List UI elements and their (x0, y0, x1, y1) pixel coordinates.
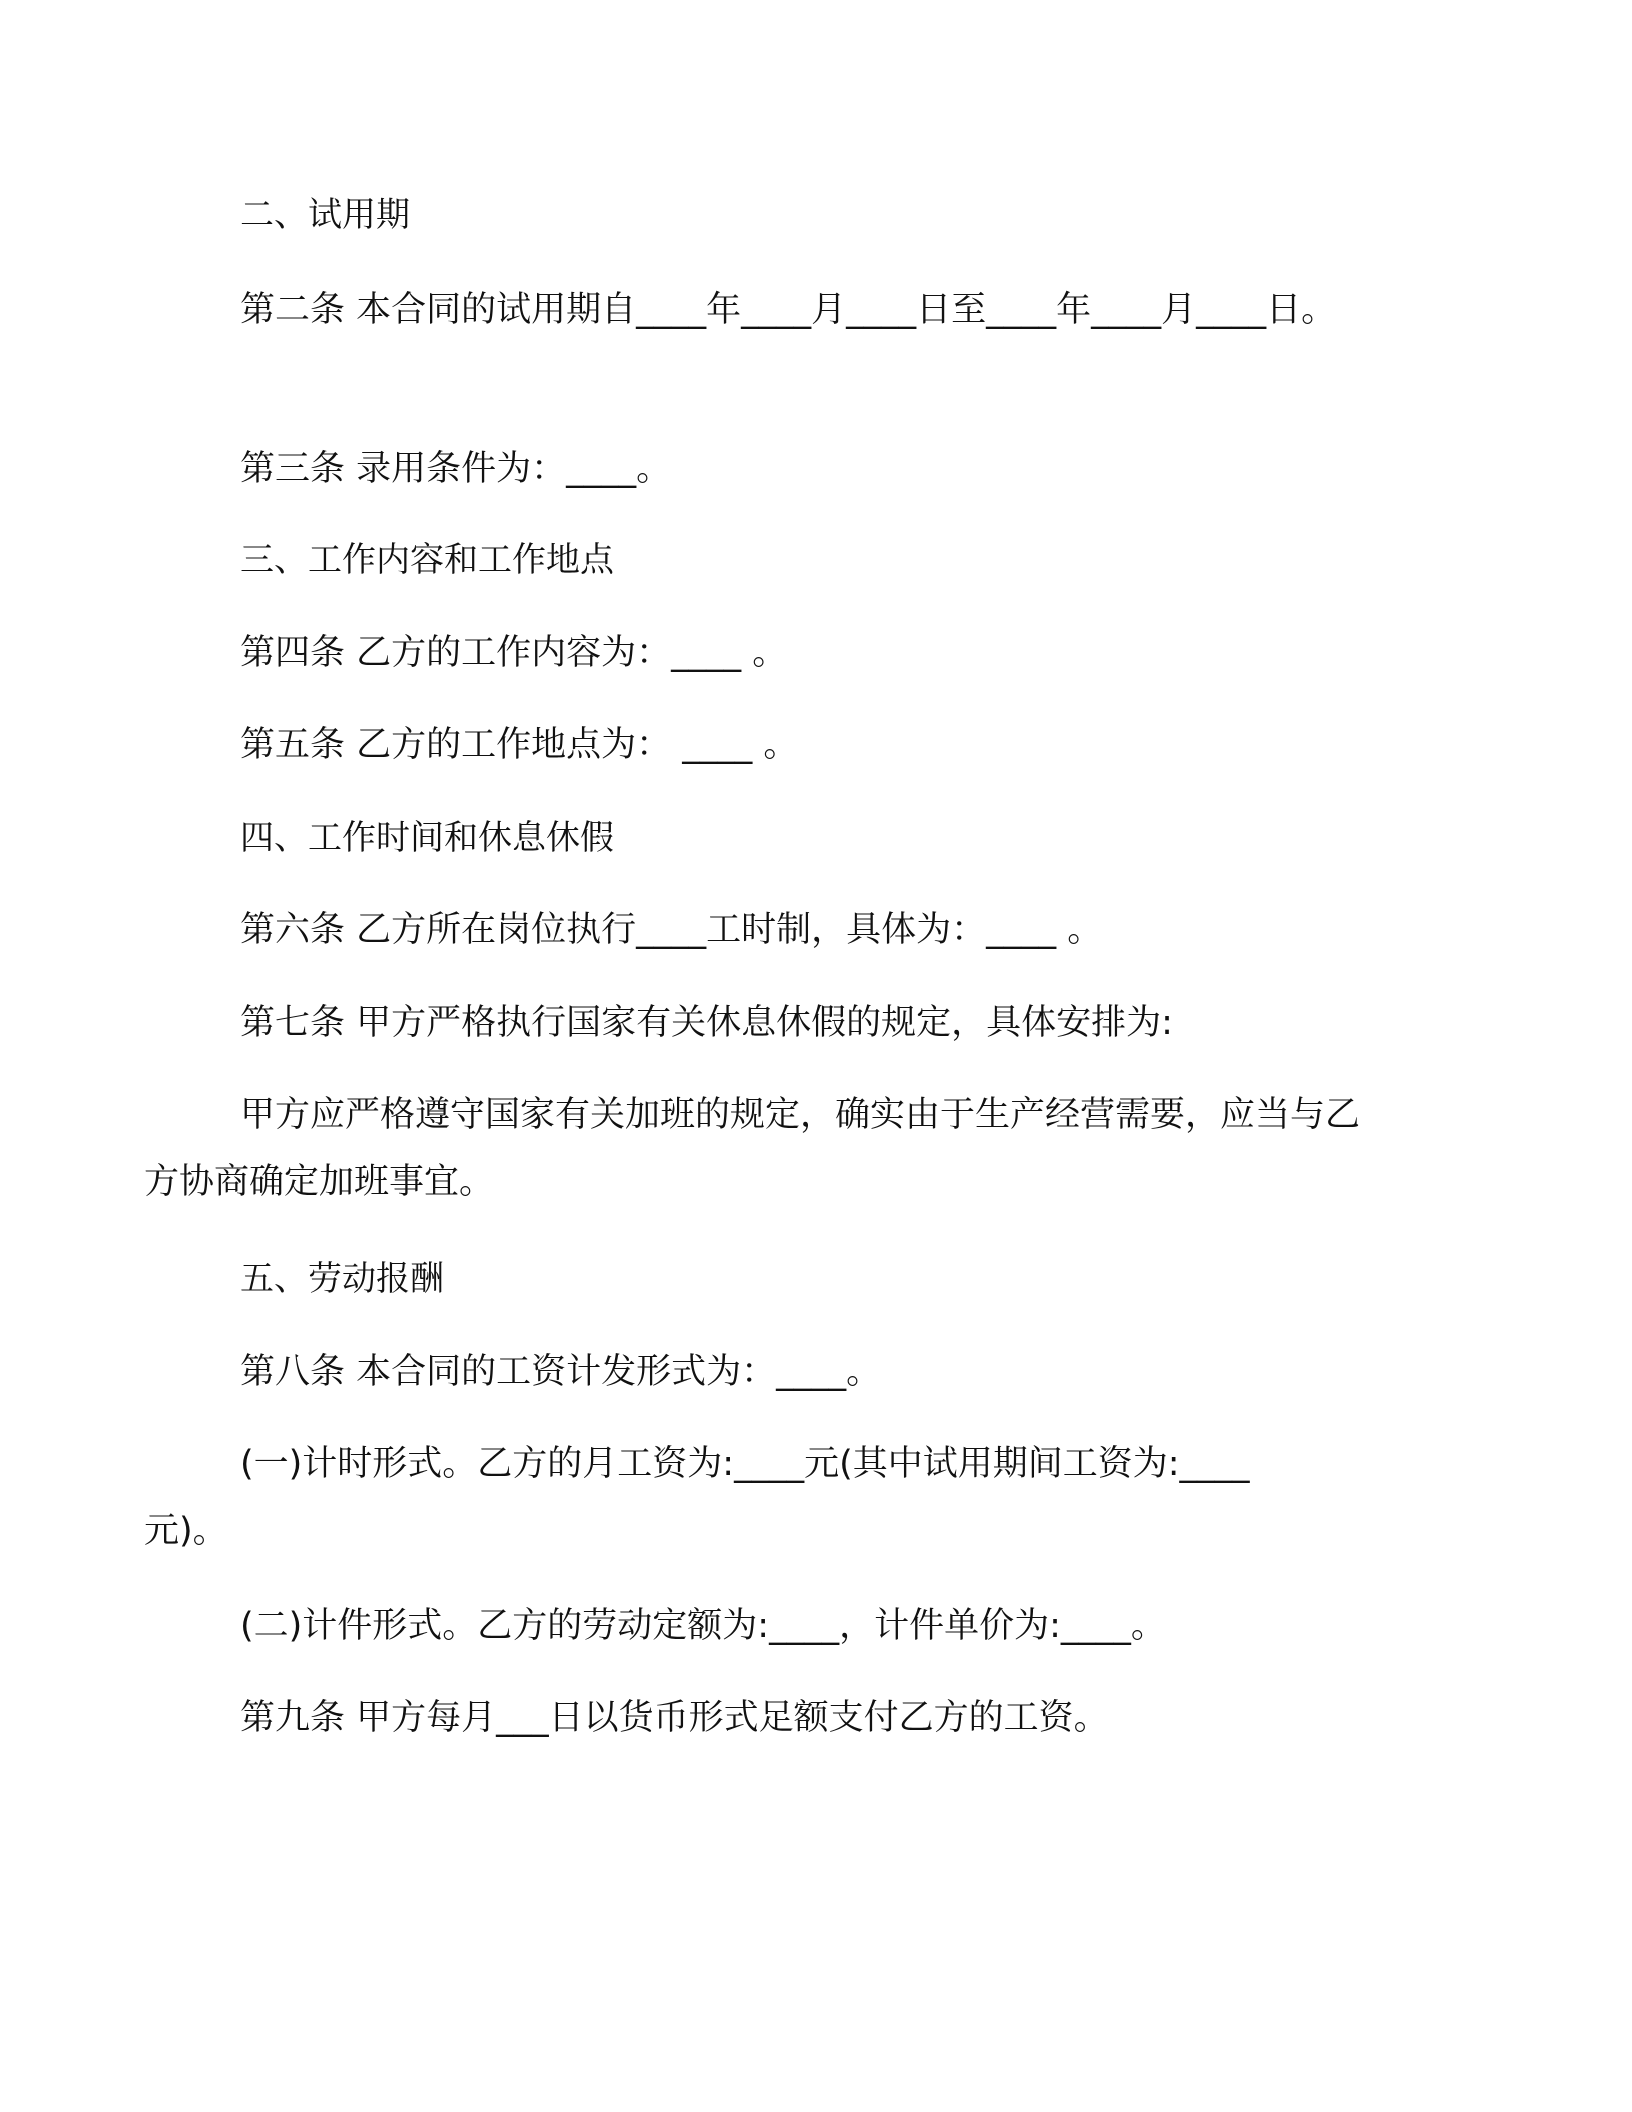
article-2-probation-period: 第二条 本合同的试用期自____年____月____日至____年____月____日。 (240, 290, 1337, 330)
article-8-piece-rate-wage: (二)计件形式。乙方的劳动定额为:____，计件单价为:____。 (240, 1606, 1166, 1646)
section-heading-work-hours-rest: 四、工作时间和休息休假 (240, 818, 614, 858)
overtime-clause: 甲方应严格遵守国家有关加班的规定，确实由于生产经营需要，应当与乙方协商确定加班事宜。 (144, 1095, 1361, 1202)
article-7-rest-and-leave: 第七条 甲方严格执行国家有关休息休假的规定，具体安排为: (240, 1003, 1173, 1043)
section-heading-work-content-location: 三、工作内容和工作地点 (240, 540, 614, 580)
article-8-time-based-wage: (一)计时形式。乙方的月工资为:____元(其中试用期间工资为:____元)。 (144, 1444, 1250, 1551)
article-4-work-content: 第四条 乙方的工作内容为：____ 。 (240, 633, 788, 673)
section-heading-probation: 二、试用期 (240, 195, 410, 235)
article-5-work-location: 第五条 乙方的工作地点为： ____ 。 (240, 725, 799, 765)
article-6-working-hours-system: 第六条 乙方所在岗位执行____工时制，具体为：____ 。 (240, 910, 1103, 950)
article-8-wage-form: 第八条 本合同的工资计发形式为：____。 (240, 1352, 882, 1392)
article-9-wage-payment-date: 第九条 甲方每月___日以货币形式足额支付乙方的工资。 (240, 1698, 1109, 1738)
article-3-hiring-conditions: 第三条 录用条件为：____。 (240, 449, 672, 489)
section-heading-remuneration: 五、劳动报酬 (240, 1259, 444, 1299)
